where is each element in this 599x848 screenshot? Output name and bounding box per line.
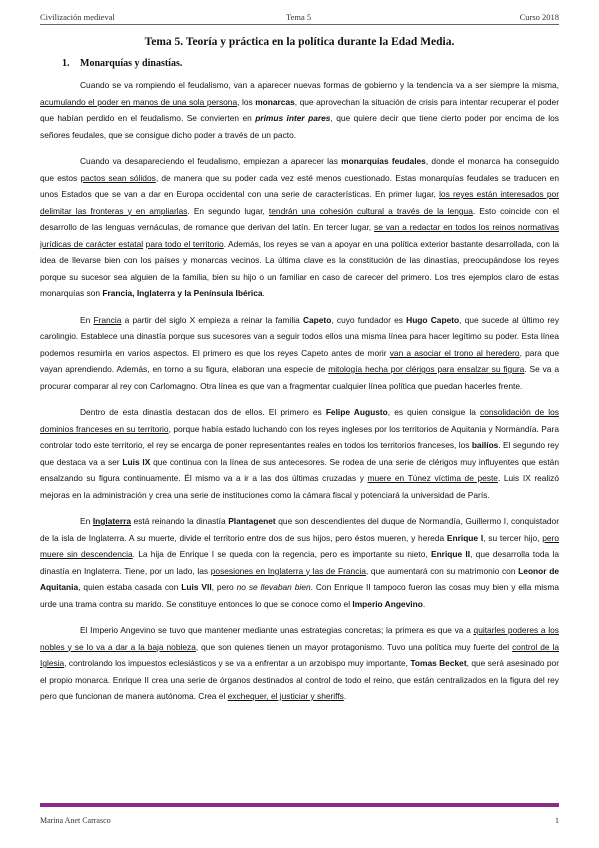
paragraph-text: En (80, 516, 93, 526)
paragraph (40, 312, 559, 395)
paragraph-text: . El segundo rey que destaca va a ser (40, 440, 559, 467)
paragraph-text: , cuyo fundador es (331, 314, 407, 325)
section-label: Monarquías y dinastías. (80, 58, 183, 69)
paragraph-text: , donde el monarca ha conseguido que estos (40, 156, 559, 183)
emphasis-text: Tomas Becket (410, 658, 467, 668)
paragraph-text: que son descendientes del duque de Normandía, Guillermo I, conquistador de la isla de Inglaterra. A su muerte, divide el territorio entre dos de sus hijos, pero éstos mueren, y hereda (40, 516, 559, 543)
paragraph-text: , que quiere decir que tiene cierto poder por encima de los señores feudales, que se consigue dicho poder a través de un pacto. (40, 113, 559, 140)
paragraph (40, 77, 559, 143)
underlined-text: pero muere sin descendencia (40, 532, 559, 559)
paragraph-text: . Luis IX realizó mejoras en la administración y crea una serie de instituciones como la cámara fiscal y potenciará la universidad de París. (40, 473, 559, 500)
paragraph-text: Cuando va desapareciendo el feudalismo, empiezan a aparecer las (80, 156, 342, 166)
underlined-text: se van a redactar en todos los reinos normativas jurídicas de carácter estatal (40, 222, 559, 249)
emphasis-text: Imperio Angevino (352, 598, 423, 609)
paragraph-text: , su tercer hijo, (483, 532, 543, 543)
emphasis-text: Francia, Inglaterra y la Península Ibérica (102, 288, 263, 298)
paragraph-text: está reinando la dinastía (131, 516, 229, 526)
underlined-text: control de la Iglesia (40, 641, 559, 668)
header-topic: Tema 5 (286, 12, 312, 22)
underlined-text: mitología hecha por clérigos para ensalzar su figura (328, 364, 525, 374)
emphasis-text: Capeto (302, 314, 332, 325)
underlined-text: Francia (93, 314, 122, 325)
document-body (40, 77, 559, 715)
paragraph (40, 153, 559, 302)
paragraph-text: , de manera que su poder cada vez esté menos cuestionado. Estas monarquías feudales se traducen en unos Estados que se van a dar en Europa occidental con una serie de características. En primer lugar, (40, 172, 559, 199)
emphasis-text: Hugo Capeto (406, 314, 460, 325)
emphasis-text: monarquías feudales (341, 156, 426, 166)
paragraph-text: . (343, 691, 347, 701)
paragraph-text: . Además, los reyes se van a apoyar en una política exterior bastante desarrollada, con la idea de llevarse bien con los países y monarcas vecinos. La última clave es la constitución de las dinastías, preocupándose los reyes porque su sucesor sea alguien de la familia, bien su hijo o un familiar en caso de carecer del primero. Los tres ejemplos claro de estas monarquías son (40, 238, 560, 298)
paragraph-text: Cuando se va rompiendo el feudalismo, van a aparecer nuevas formas de gobierno y la tendencia va a ser siempre la misma, (80, 80, 559, 90)
paragraph-text: , que será asesinado por el propio monarca. Enrique II crea una serie de órganos destinados al control de todo el reino, que están centralizados en la figura del rey pero que funcionan de manera autónoma. Crea el (40, 658, 559, 701)
page-number: 1 (555, 816, 559, 825)
emphasis-text: Leonor de Aquitania (40, 565, 559, 592)
paragraph-text: que continua con la línea de sus antecesores. Se rodea de una serie de clérigos muy influyentes que están ensalzando su figura continuamente. Él mismo va a ir a las dos últimas cruzadas y (40, 456, 559, 483)
underlined-text: posesiones en Inglaterra y las de Francia (210, 565, 366, 576)
emphasis-text: Plantagenet (228, 516, 276, 526)
paragraph-text: , que aprovechan la situación de crisis para intentar recuperar el poder que habían perdido en el feudalismo. Se convierten en (40, 96, 559, 123)
underlined-text: consolidación de los dominios franceses en su territorio (40, 407, 559, 434)
paragraph-text: . (422, 598, 426, 609)
paragraph-text: El Imperio Angevino se tuvo que mantener mediante unas estrategias concretas; la primera es que va a (80, 625, 474, 635)
paragraph-text: , que sucede al último rey carolingio. Establece una dinastía porque sus sucesores van a seguir todos ellos una misma línea para hacer legítimo su poder. Esta línea podemos resumirla en varios aspectos. El primero es que los reyes Capeto antes de morir (40, 314, 560, 358)
emphasis-text: Enrique II (430, 549, 471, 559)
paragraph-text: . La hija de Enrique I se queda con la regencia, pero es importante su nieto, (132, 549, 431, 559)
paragraph-text: , que desarrolla toda la dinastía en Inglaterra. Tiene, por un lado, las (40, 549, 559, 576)
paragraph-text: . (262, 288, 265, 298)
paragraph-text: , controlando los impuestos eclesiásticos y se va a enfrentar a un arzobispo muy importante, (64, 658, 411, 668)
paragraph-text: , que son quienes tienen un mayor protagonismo. Tuvo una política muy fuerte del (195, 641, 513, 652)
paragraph (40, 404, 559, 503)
section-heading (62, 58, 182, 69)
page-footer (40, 816, 559, 825)
underlined-text: los reyes están interesados por delimitar las fronteras y en ampliarlas (40, 189, 559, 216)
paragraph-text: , los (237, 96, 256, 107)
underlined-text: exchequer, el justiciar y sheriffs (227, 691, 344, 701)
emphasis-text: Enrique I (446, 532, 484, 543)
header-course: Civilización medieval (40, 12, 115, 22)
paragraph (40, 622, 559, 705)
paragraph-text: En (80, 314, 94, 325)
underlined-text: acumulando el poder en manos de una sola persona (40, 96, 238, 107)
paragraph-text: . En segundo lugar, (187, 205, 269, 216)
emphasis-text: Luis VII (181, 582, 212, 592)
emphasis-text: monarcas (255, 96, 295, 107)
paragraph-text: . Se va a procurar comparar al rey con Carlomagno. Otra línea es que van a fragmentar cualquier línea política que puedan hacerles frente. (40, 364, 559, 391)
paragraph-text: . Con Enrique II tampoco fueron las cosas muy bien y ella misma urde una trama contra su marido. Se constituye entonces lo que se conoce como el (40, 582, 559, 609)
paragraph-text: , porque había estado luchando con los reyes ingleses por los territorios de Aquitania y Normandía. Para controlar todo este territorio, el rey se encarga de poner representantes reales en todos los territorios franceses, los (40, 423, 559, 450)
emphasis-text: bailíos (471, 440, 499, 450)
paragraph-text: , es quien consigue la (387, 407, 480, 417)
header-year: Curso 2018 (519, 12, 559, 22)
paragraph-text: a partir del siglo X empieza a reinar la familia (121, 314, 303, 325)
footer-divider (40, 803, 559, 807)
paragraph-text: Dentro de esta dinastía destacan dos de ellos. El primero es (80, 407, 326, 417)
underlined-text: van a asociar el trono al heredero (389, 347, 520, 358)
paragraph (40, 513, 559, 612)
emphasis-text: Felipe Augusto (325, 407, 388, 417)
underlined-text: para todo el territorio (145, 238, 224, 249)
paragraph-text: , quien estaba casada con (78, 582, 182, 592)
section-number: 1. (62, 58, 70, 69)
paragraph-text: , para que vayan aprendiendo. Además, en torno a su figura, elaboran una especie de (40, 347, 559, 374)
underlined-text: quitarles poderes a los nobles y se lo va a dar a la baja nobleza (40, 625, 559, 652)
paragraph-text: . Esto coincide con el desarrollo de las lenguas vernáculas, de romance que derivan del latín. En tercer lugar, (40, 205, 559, 232)
paragraph-text: , que aumentará con su matrimonio con (365, 565, 519, 576)
emphasis-text: Inglaterra (92, 516, 131, 526)
emphasis-text: Luis IX (122, 456, 151, 467)
underlined-text: muere en Túnez víctima de peste (367, 473, 498, 483)
paragraph-text: , pero (211, 582, 237, 592)
underlined-text: tendrán una cohesión cultural a través de la lengua (268, 205, 473, 216)
page-header (40, 10, 559, 25)
underlined-text: pactos sean sólidos (80, 172, 156, 183)
underlined-text: no se llevaban bien (236, 582, 311, 592)
document-title: Tema 5. Teoría y práctica en la política durante la Edad Media. (144, 36, 455, 48)
footer-author: Marina Anet Carrasco (40, 816, 111, 825)
emphasis-text: primus inter pares (255, 113, 331, 123)
